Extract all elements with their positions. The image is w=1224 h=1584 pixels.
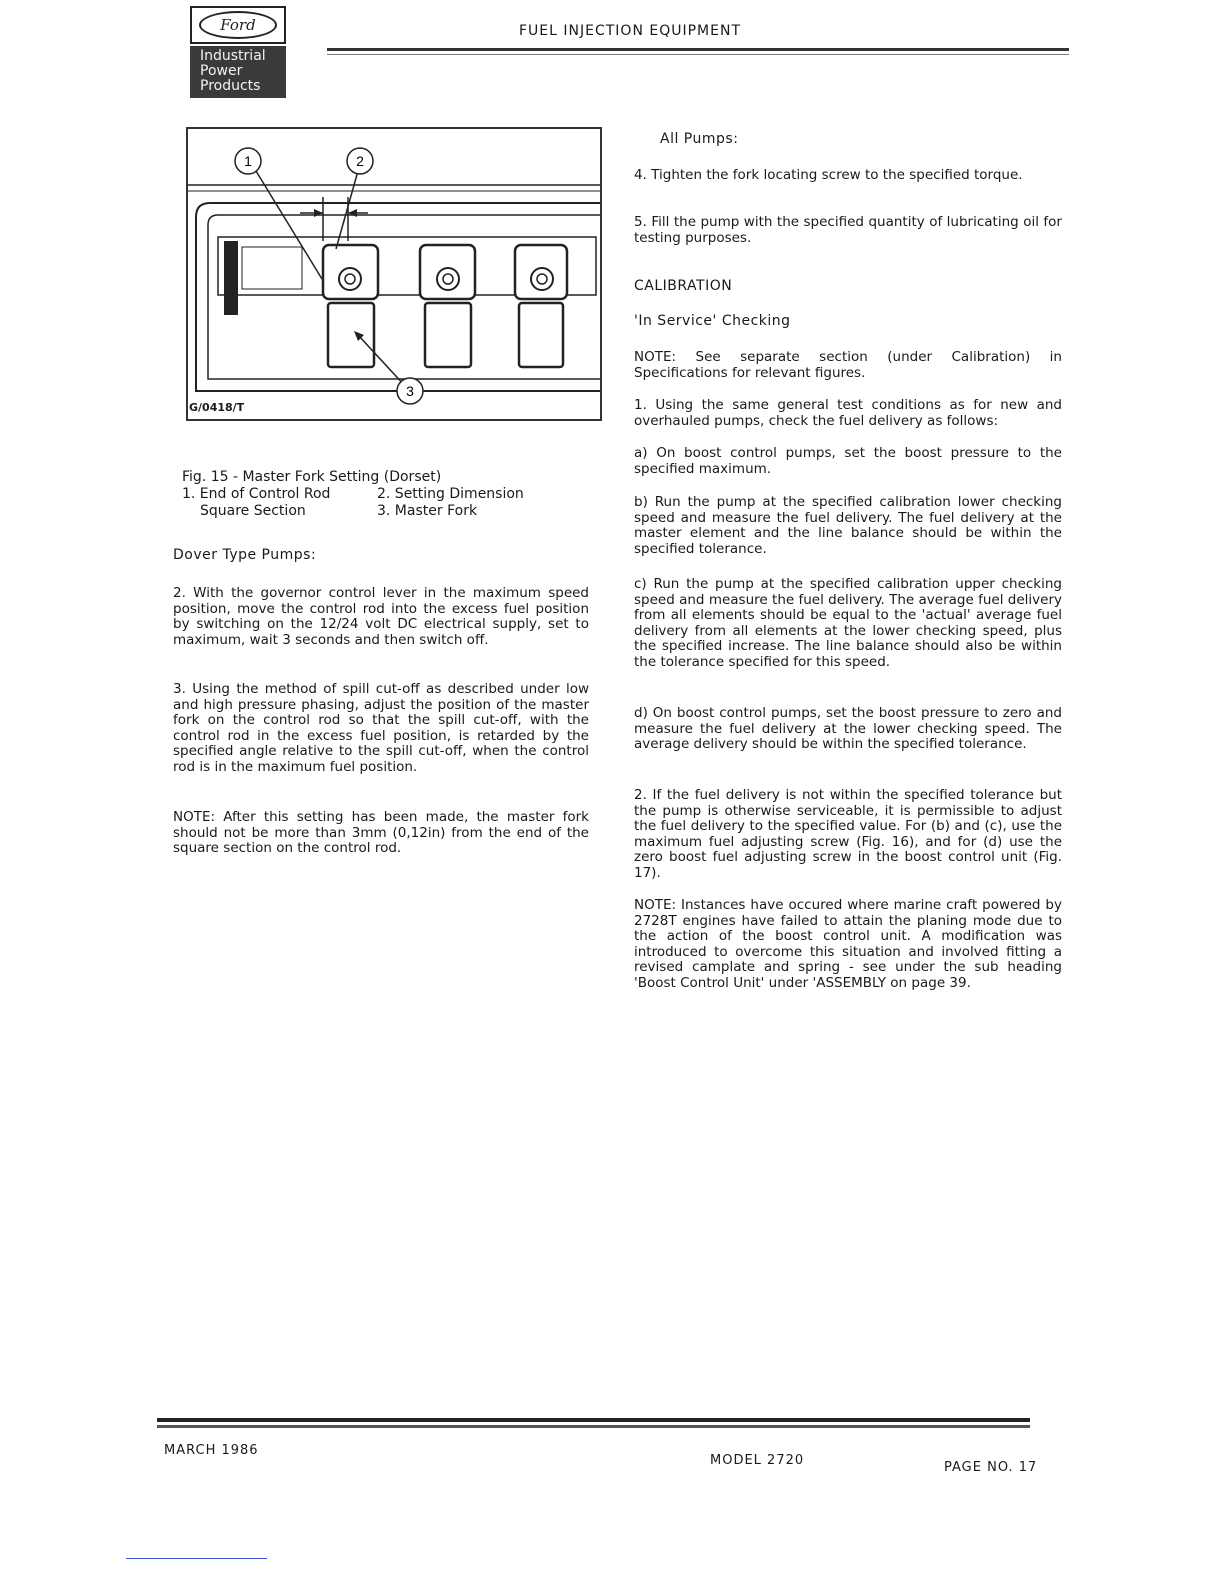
caption-title: Fig. 15 - Master Fork Setting (Dorset)	[182, 469, 442, 485]
footer-rule-thin	[157, 1425, 1030, 1428]
logo-division-line-2: Power	[200, 63, 243, 79]
footer-rule	[157, 1418, 1030, 1422]
master-fork-illustration	[188, 129, 600, 419]
caption-row-1	[182, 486, 542, 503]
callout-2: 2	[356, 153, 364, 169]
caption-item-1: 1. End of Control Rod	[182, 486, 331, 502]
caption-item-3: 3. Master Fork	[377, 503, 478, 519]
logo-oval-frame	[190, 6, 286, 44]
figure-caption	[182, 469, 542, 520]
caption-item-1-cont: Square Section	[200, 503, 306, 519]
right-note-1: NOTE: See separate section (under Calibration) in Specifications for relevant figures.	[634, 349, 1062, 381]
calibration-title: CALIBRATION	[634, 278, 733, 294]
header-rule	[327, 48, 1069, 51]
figure-code: G/0418/T	[189, 401, 245, 414]
right-para-1: 1. Using the same general test conditions as for new and overhauled pumps, check the fuel delivery as follows:	[634, 397, 1062, 429]
item-c: c) Run the pump at the specified calibration upper checking speed and measure the fuel delivery. The average fuel delivery from all elements should be equal to the 'actual' average fuel delivery from all elements at the lower checking speed, plus the specified increase. The line balance should also be within the tolerance specified for this speed.	[634, 576, 1062, 670]
logo-division-line-1: Industrial	[200, 48, 266, 64]
right-note-2: NOTE: Instances have occured where marine craft powered by 2728T engines have failed to attain the planing mode due to the action of the boost control unit. A modification was introduced to overcome this situation and involved fitting a revised camplate and spring - see under the sub heading 'Boost Control Unit' under 'ASSEMBLY on page 39.	[634, 897, 1062, 991]
left-para-3: 3. Using the method of spill cut-off as described under low and high pressure phasing, adjust the position of the master fork on the control rod so that the spill cut-off, with the control rod in the excess fuel position, is retarded by the specified angle relative to the spill cut-off, when the control rod is in the maximum fuel position.	[173, 681, 589, 775]
item-d: d) On boost control pumps, set the boost pressure to zero and measure the fuel delivery at the lower checking speed. The average delivery should be within the specified tolerance.	[634, 705, 1062, 752]
logo-brand: Ford	[199, 11, 277, 39]
callout-3: 3	[406, 383, 414, 399]
logo-division-line-3: Products	[200, 78, 261, 94]
right-para-2: 2. If the fuel delivery is not within the specified tolerance but the pump is otherwise serviceable, it is permissible to adjust the fuel delivery to the specified value. For (b) and (c), use the maximum fuel adjusting screw (Fig. 16), and for (d) use the zero boost fuel adjusting screw in the boost control unit (Fig. 17).	[634, 787, 1062, 881]
logo-division	[190, 46, 286, 98]
footer-date: MARCH 1986	[164, 1443, 259, 1458]
in-service-subheading: 'In Service' Checking	[634, 313, 791, 329]
callout-1: 1	[244, 153, 252, 169]
left-note: NOTE: After this setting has been made, the master fork should not be more than 3mm (0,12in) from the end of the square section on the control rod.	[173, 809, 589, 856]
ford-logo	[190, 6, 286, 94]
footer-page-number: PAGE NO. 17	[944, 1460, 1038, 1475]
fork-block-3	[515, 245, 567, 367]
bottom-underline	[126, 1558, 267, 1559]
item-b: b) Run the pump at the specified calibration lower checking speed and measure the fuel delivery. The fuel delivery at the master element and the line balance should be within the specified tolerance.	[634, 494, 1062, 557]
running-head: FUEL INJECTION EQUIPMENT	[519, 23, 742, 39]
item-a: a) On boost control pumps, set the boost pressure to the specified maximum.	[634, 445, 1062, 477]
caption-row-2	[182, 503, 542, 520]
left-heading: Dover Type Pumps:	[173, 547, 317, 563]
right-para-5: 5. Fill the pump with the specified quantity of lubricating oil for testing purposes.	[634, 214, 1062, 246]
header-rule-thin	[327, 54, 1069, 55]
right-para-4: 4. Tighten the fork locating screw to the specified torque.	[634, 167, 1023, 183]
right-heading-all-pumps: All Pumps:	[660, 131, 739, 147]
fork-block-2	[420, 245, 475, 367]
footer-model: MODEL 2720	[710, 1453, 805, 1468]
left-para-2: 2. With the governor control lever in the maximum speed position, move the control rod into the excess fuel position by switching on the 12/24 volt DC electrical supply, set to maximum, wait 3 seconds and then switch off.	[173, 585, 589, 648]
figure-master-fork	[186, 127, 602, 421]
caption-item-2: 2. Setting Dimension	[377, 486, 524, 502]
